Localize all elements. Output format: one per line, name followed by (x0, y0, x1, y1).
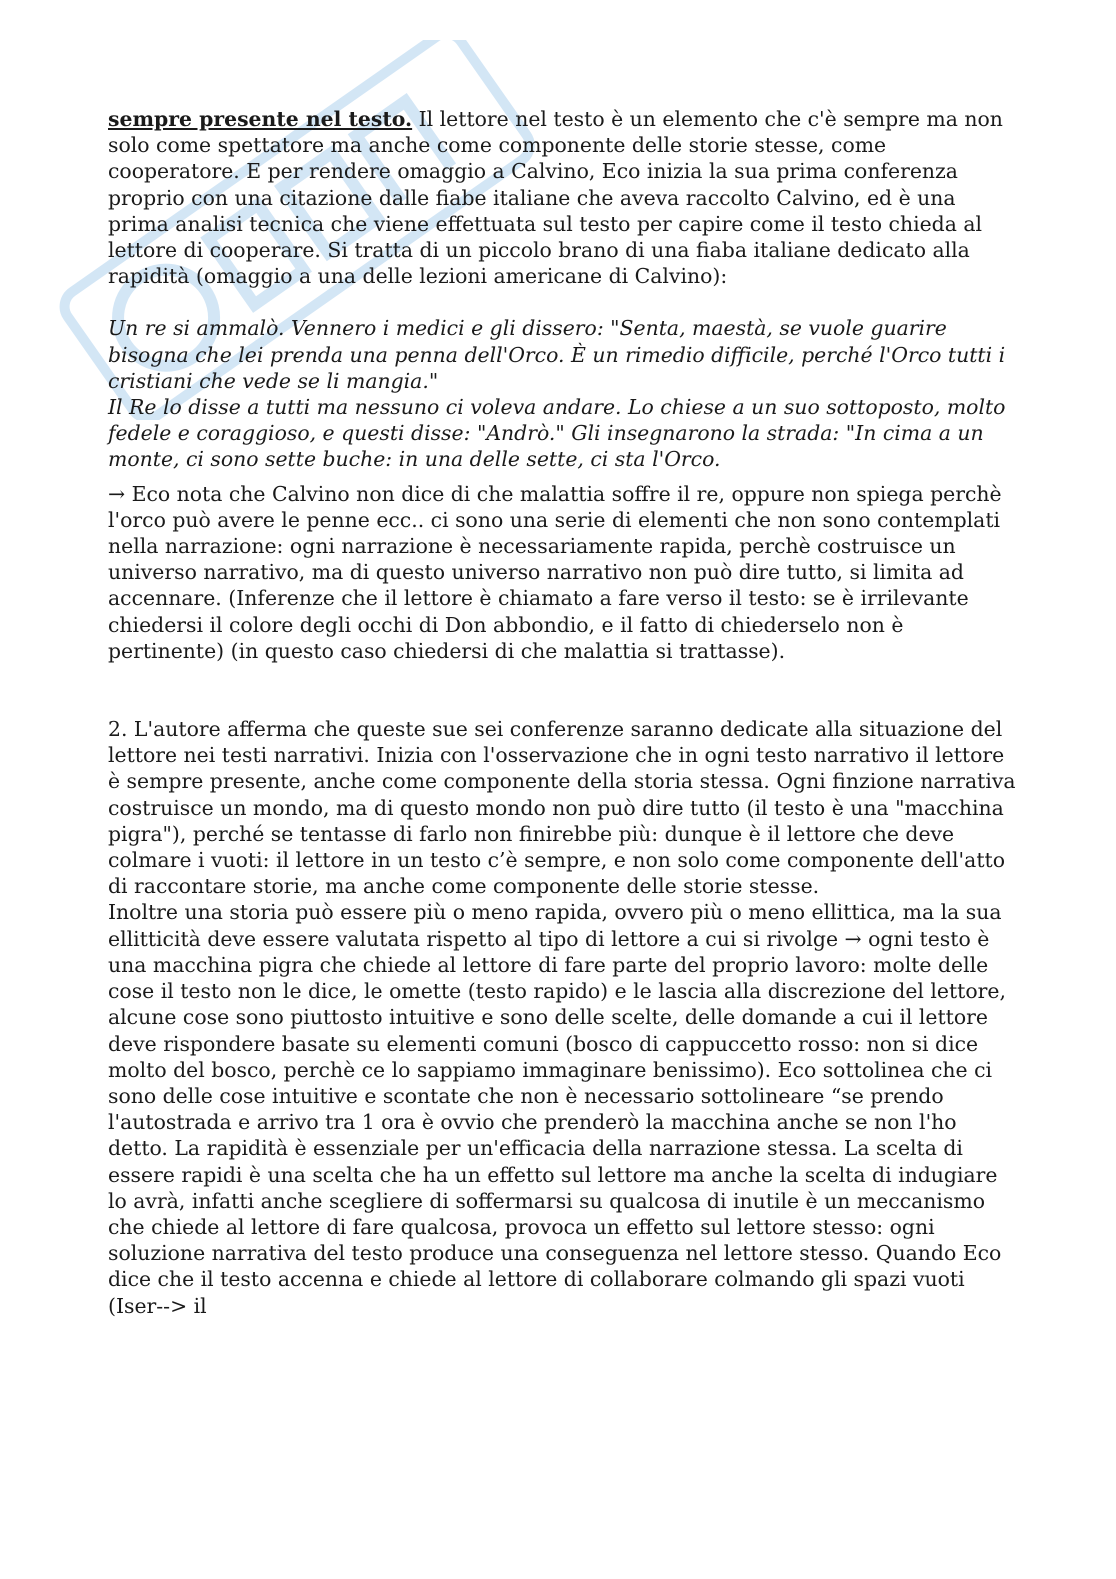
intro-text: Il lettore nel testo è un elemento che c'è sempre ma non solo come spettatore ma anche come componente delle storie stesse, come cooperatore. E per rendere omaggio a Calvino, Eco inizia la sua prima conferenza proprio con una citazione dalle fiabe italiane che aveva raccolto Calvino, ed è una prima analisi tecnica che viene effettuata sul testo per capire come il testo chieda al lettore di cooperare. Si tratta di un piccolo brano di una fiaba italiane dedicato alla rapidità (omaggio a una delle lezioni americane di Calvino): (108, 107, 1003, 289)
paragraph-analysis: → Eco nota che Calvino non dice di che malattia soffre il re, oppure non spiega perchè l'orco può avere le penne ecc.. ci sono una serie di elementi che non sono contemplati nella narrazione: ogni narrazione è necessariamente rapida, perchè costruisce un universo narrativo, ma di questo universo narrativo non può dire tutto, si limita ad accennare. (Inferenze che il lettore è chiamato a fare verso il testo: se è irrilevante chiedersi il colore degli occhi di Don abbondio, e il fatto di chiederselo non è pertinente) (in questo caso chiedersi di che malattia si trattasse). (108, 481, 1002, 663)
quote-second: Il Re lo disse a tutti ma nessuno ci voleva andare. Lo chiese a un suo sottoposto, molto fedele e coraggioso, e questi disse: "Andrò." Gli insegnarono la strada: "In cima a un monte, ci sono sette buche: in una delle sette, ci sta l'Orco. (108, 395, 1006, 472)
paragraph-numbered-2: 2. L'autore afferma che queste sue sei conferenze saranno dedicate alla situazione del lettore nei testi narrativi. Inizia con l'osservazione che in ogni testo narrativo il lettore è sempre presente, anche come componente della storia stessa. Ogni finzione narrativa costruisce un mondo, ma di questo mondo non può dire tutto (il testo è una "macchina pigra"), perché se tentasse di farlo non finirebbe più: dunque è il lettore che deve colmare i vuoti: il lettore in un testo c’è sempre, e non solo come componente dell'atto di raccontare storie, ma anche come componente delle storie stesse. (108, 717, 1016, 899)
document-body (108, 106, 1018, 1319)
emphasized-lead: sempre presente nel testo. (108, 107, 413, 131)
paragraph-intro (108, 106, 1018, 289)
paragraph-rapidity: Inoltre una storia può essere più o meno rapida, ovvero più o meno ellittica, ma la sua ellitticità deve essere valutata rispetto al tipo di lettore a cui si rivolge → ogni testo è una macchina pigra che chiede al lettore di fare parte del proprio lavoro: molte delle cose il testo non le dice, le omette (testo rapido) e le lascia alla discrezione del lettore, alcune cose sono piuttosto intuitive e sono delle scelte, delle domande a cui il lettore deve rispondere basate su elementi comuni (bosco di cappuccetto rosso: non si dice molto del bosco, perchè ce lo sappiamo immaginare benissimo). Eco sottolinea che ci sono delle cose intuitive e scontate che non è necessario sottolineare “se prendo l'autostrada e arrivo tra 1 ora è ovvio che prenderò la macchina anche se non l'ho detto. La rapidità è essenziale per un'efficacia della narrazione stessa. La scelta di essere rapidi è una scelta che ha un effetto sul lettore ma anche la scelta di indugiare lo avrà, infatti anche scegliere di soffermarsi su qualcosa di inutile è un meccanismo che chiede al lettore di fare qualcosa, provoca un effetto sul lettore stesso: ogni soluzione narrativa del testo produce una conseguenza nel lettore stesso. Quando Eco dice che il testo accenna e chiede al lettore di collaborare colmando gli spazi vuoti (Iser--> il (108, 900, 1006, 1318)
quote-first: Un re si ammalò. Vennero i medici e gli dissero: "Senta, maestà, se vuole guarire bisogna che lei prenda una penna dell'Orco. È un rimedio difficile, perché l'Orco tutti i cristiani che vede se li mangia." (108, 316, 1006, 393)
